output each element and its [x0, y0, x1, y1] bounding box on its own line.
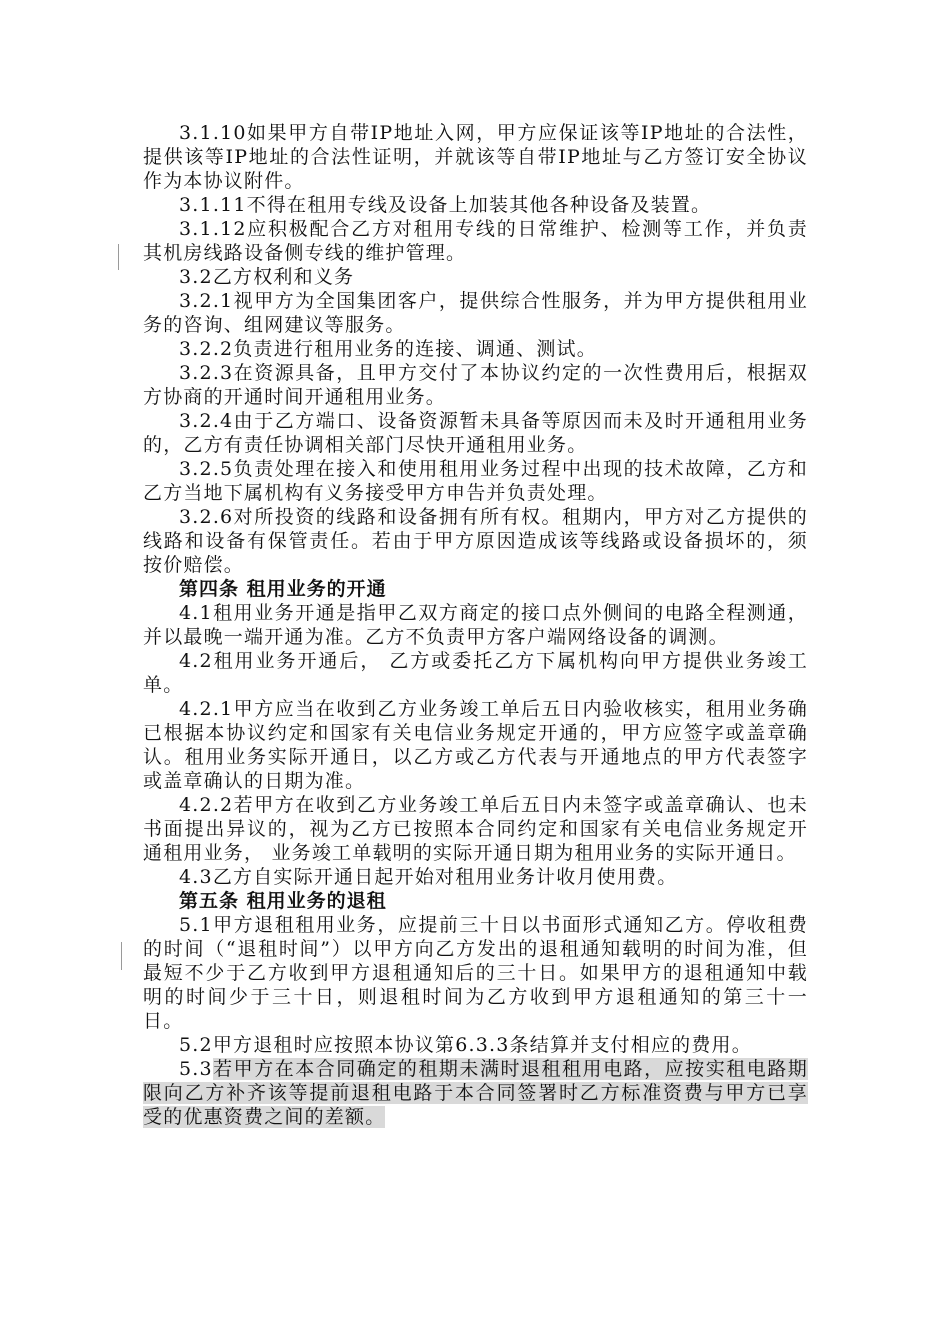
clause-3-2-1: 3.2.1视甲方为全国集团客户，提供综合性服务，并为甲方提供租用业务的咨询、组网建议等服务。 — [143, 290, 808, 336]
highlighted-text: 若甲方在本合同确定的租期未满时退租租用电路，应按实租电路期限向乙方补齐该等提前退租电路于本合同签署时乙方标准资费与甲方已享受的优惠资费之间的差额。 — [143, 1058, 808, 1128]
article-4-heading: 第四条 租用业务的开通 — [179, 578, 387, 600]
clause-5-3 — [143, 1057, 808, 1129]
margin-change-bar — [121, 942, 122, 970]
clause-3-2-6: 3.2.6对所投资的线路和设备拥有所有权。租期内，甲方对乙方提供的线路和设备有保管责任。若由于甲方原因造成该等线路或设备损坏的，须按价赔偿。 — [143, 506, 808, 576]
clause-3-2-2: 3.2.2负责进行租用业务的连接、调通、测试。 — [179, 338, 597, 360]
clause-3-2-4: 3.2.4由于乙方端口、设备资源暂未具备等原因而未及时开通租用业务的，乙方有责任协调相关部门尽快开通租用业务。 — [143, 410, 808, 456]
clause-4-2-1: 4.2.1甲方应当在收到乙方业务竣工单后五日内验收核实，租用业务确已根据本协议约定和国家有关电信业务规定开通的，甲方应签字或盖章确认。租用业务实际开通日，以乙方或乙方代表与开通地点的甲方代表签字或盖章确认的日期为准。 — [143, 698, 808, 792]
clause-4-2: 4.2租用业务开通后， 乙方或委托乙方下属机构向甲方提供业务竣工单。 — [143, 650, 808, 696]
margin-change-bar — [118, 244, 119, 270]
article-5-heading: 第五条 租用业务的退租 — [179, 890, 387, 912]
clause-3-1-11: 3.1.11不得在租用专线及设备上加装其他各种设备及装置。 — [179, 194, 712, 216]
clause-4-1: 4.1租用业务开通是指甲乙双方商定的接口点外侧间的电路全程测通，并以最晚一端开通为准。乙方不负责甲方客户端网络设备的调测。 — [143, 602, 808, 648]
clause-3-2-heading: 3.2乙方权利和义务 — [179, 266, 355, 288]
clause-5-3-number: 5.3 — [179, 1058, 213, 1080]
clause-3-1-12: 3.1.12应积极配合乙方对租用专线的日常维护、检测等工作，并负责其机房线路设备侧专线的维护管理。 — [143, 218, 808, 264]
clause-3-2-3: 3.2.3在资源具备，且甲方交付了本协议约定的一次性费用后，根据双方协商的开通时间开通租用业务。 — [143, 362, 808, 408]
clause-3-1-10: 3.1.10如果甲方自带IP地址入网，甲方应保证该等IP地址的合法性，提供该等IP地址的合法性证明，并就该等自带IP地址与乙方签订安全协议作为本协议附件。 — [143, 122, 808, 192]
clause-5-2: 5.2甲方退租时应按照本协议第6.3.3条结算并支付相应的费用。 — [179, 1034, 752, 1056]
clause-5-1: 5.1甲方退租租用业务，应提前三十日以书面形式通知乙方。停收租费的时间（“退租时间”）以甲方向乙方发出的退租通知载明的时间为准，但最短不少于乙方收到甲方退租通知后的三十日。如果甲方的退租通知中载明的时间少于三十日，则退租时间为乙方收到甲方退租通知的第三十一日。 — [143, 914, 808, 1032]
clause-3-2-5: 3.2.5负责处理在接入和使用租用业务过程中出现的技术故障，乙方和乙方当地下属机构有义务接受甲方申告并负责处理。 — [143, 458, 808, 504]
document-page — [143, 121, 808, 1129]
clause-4-3: 4.3乙方自实际开通日起开始对租用业务计收月使用费。 — [179, 866, 678, 888]
clause-4-2-2: 4.2.2若甲方在收到乙方业务竣工单后五日内未签字或盖章确认、也未书面提出异议的，视为乙方已按照本合同约定和国家有关电信业务规定开通租用业务， 业务竣工单载明的实际开通日期为租用业务的实际开通日。 — [143, 794, 808, 864]
